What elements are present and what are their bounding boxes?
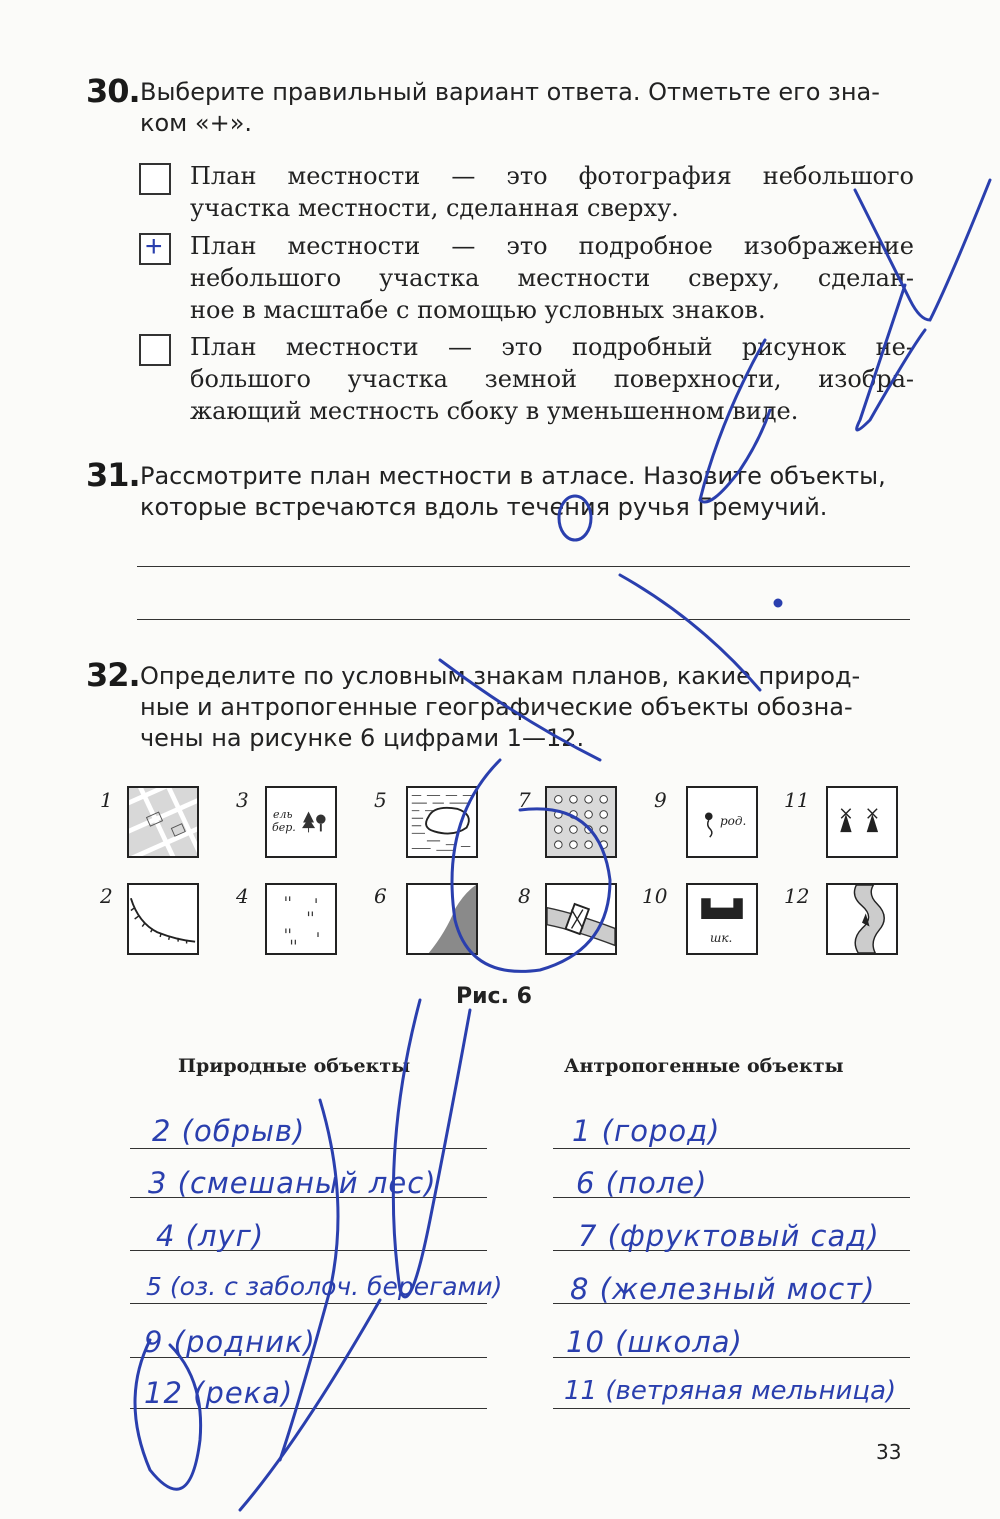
- anthropogenic-answer-2: 6 (поле): [576, 1166, 708, 1200]
- question-31-prompt-line1: Рассмотрите план местности в атласе. Назовите объекты,: [140, 462, 886, 490]
- orchard-tree-dot: [570, 826, 578, 834]
- figure-label-10: 10: [642, 884, 668, 908]
- tile-5-swampy-lake-symbol: [406, 786, 478, 858]
- figure-label-9: 9: [654, 788, 667, 812]
- question-31-prompt-line2: которые встречаются вдоль течения ручья Гремучий.: [140, 493, 828, 521]
- figure-label-1: 1: [100, 788, 113, 812]
- orchard-tree-dot: [555, 826, 563, 834]
- figure-label-6: 6: [374, 884, 387, 908]
- natural-answer-line-1[interactable]: [130, 1148, 487, 1149]
- orchard-tree-dot: [600, 796, 608, 804]
- tile-4-meadow-symbol: [265, 883, 337, 955]
- orchard-tree-dot: [600, 826, 608, 834]
- page-number: 33: [876, 1440, 902, 1464]
- natural-answer-2: 3 (смешаный лес): [148, 1166, 437, 1200]
- anthropogenic-answer-5: 10 (школа): [566, 1325, 743, 1359]
- tile-3-text-1: ель: [273, 808, 293, 821]
- figure-label-3: 3: [236, 788, 249, 812]
- natural-objects-header: Природные объекты: [178, 1055, 411, 1077]
- figure-label-7: 7: [518, 788, 531, 812]
- question-32-number: 32.: [86, 656, 140, 694]
- tile-8-iron-bridge-symbol: [545, 883, 617, 955]
- natural-answer-1: 2 (обрыв): [152, 1114, 306, 1148]
- option-3-line1: План местности — это подробный рисунок не-: [190, 333, 914, 361]
- question-32-prompt-line2: ные и антропогенные географические объекты обозна-: [140, 693, 853, 721]
- option-3-line3: жающий местность сбоку в уменьшенном виде.: [190, 397, 799, 425]
- figure-label-12: 12: [784, 884, 810, 908]
- tile-12-river-symbol: [826, 883, 898, 955]
- scribble-dot: [775, 600, 781, 606]
- anthropogenic-objects-header: Антропогенные объекты: [564, 1055, 844, 1077]
- question-32-prompt-line1: Определите по условным знакам планов, какие природ-: [140, 662, 861, 690]
- orchard-tree-dot: [555, 841, 563, 849]
- tile-9-spring-symbol: [686, 786, 758, 858]
- anthropogenic-answer-6: 11 (ветряная мельница): [564, 1376, 897, 1406]
- option-2-plus-mark: +: [145, 230, 163, 263]
- natural-answer-5: 9 (родник): [144, 1325, 316, 1359]
- orchard-tree-dot: [600, 841, 608, 849]
- orchard-tree-dot: [585, 826, 593, 834]
- tile-7-orchard-symbol: [545, 786, 617, 858]
- natural-answer-4: 5 (оз. с заболоч. берегами): [146, 1272, 503, 1301]
- option-1-line1: План местности — это фотография небольшого: [190, 162, 914, 190]
- answer-line-31-a[interactable]: [137, 566, 910, 567]
- option-2-line2: небольшого участка местности сверху, сделан-: [190, 264, 914, 292]
- natural-answer-line-4[interactable]: [130, 1303, 487, 1304]
- orchard-tree-dot: [585, 796, 593, 804]
- question-31-number: 31.: [86, 456, 140, 494]
- orchard-tree-dot: [555, 796, 563, 804]
- tile-3-text-2: бер.: [272, 821, 296, 834]
- option-2-line3: ное в масштабе с помощью условных знаков.: [190, 296, 766, 324]
- natural-answer-6: 12 (река): [144, 1376, 294, 1410]
- anthropogenic-answer-line-6[interactable]: [553, 1408, 910, 1409]
- tile-9-text: род.: [720, 814, 747, 828]
- question-32-prompt-line3: чены на рисунке 6 цифрами 1—12.: [140, 724, 585, 752]
- question-30-prompt-line1: Выберите правильный вариант ответа. Отметьте его зна-: [140, 78, 880, 106]
- orchard-tree-dot: [585, 811, 593, 819]
- orchard-tree-dot: [570, 811, 578, 819]
- tile-2-cliff-symbol: [127, 883, 199, 955]
- figure-label-8: 8: [518, 884, 531, 908]
- tile-10-text: шк.: [710, 931, 733, 945]
- tile-3-mixed-forest-symbol: [265, 786, 337, 858]
- natural-answer-3: 4 (луг): [156, 1219, 265, 1253]
- anthropogenic-answer-1: 1 (город): [572, 1114, 721, 1148]
- tile-10-school-symbol: [686, 883, 758, 955]
- tile-11-windmill-symbol: [826, 786, 898, 858]
- option-2-line1: План местности — это подробное изображение: [190, 232, 914, 260]
- option-3-checkbox[interactable]: [139, 334, 171, 366]
- anthropogenic-answer-3: 7 (фруктовый сад): [578, 1219, 880, 1253]
- anthropogenic-answer-4: 8 (железный мост): [570, 1272, 876, 1306]
- option-3-line2: большого участка земной поверхности, изобра-: [190, 365, 914, 393]
- option-1-line2: участка местности, сделанная сверху.: [190, 194, 679, 222]
- orchard-tree-dot: [570, 796, 578, 804]
- figure-label-11: 11: [784, 788, 810, 812]
- option-2-checkbox[interactable]: [139, 230, 171, 265]
- figure-label-2: 2: [100, 884, 113, 908]
- option-1-checkbox[interactable]: [139, 163, 171, 195]
- question-30-number: 30.: [86, 72, 140, 110]
- question-30-prompt-line2: ком «+».: [140, 109, 253, 137]
- scribble-circle-bottom: [135, 1340, 201, 1489]
- orchard-tree-dot: [555, 811, 563, 819]
- orchard-tree-dot: [600, 811, 608, 819]
- figure-caption: Рис. 6: [456, 984, 532, 1009]
- tile-1-city-symbol: [127, 786, 199, 858]
- anthropogenic-answer-line-1[interactable]: [553, 1148, 910, 1149]
- figure-label-4: 4: [236, 884, 249, 908]
- orchard-tree-dot: [570, 841, 578, 849]
- figure-label-5: 5: [374, 788, 387, 812]
- orchard-tree-dot: [585, 841, 593, 849]
- tile-6-field-symbol: [406, 883, 478, 955]
- answer-line-31-b[interactable]: [137, 619, 910, 620]
